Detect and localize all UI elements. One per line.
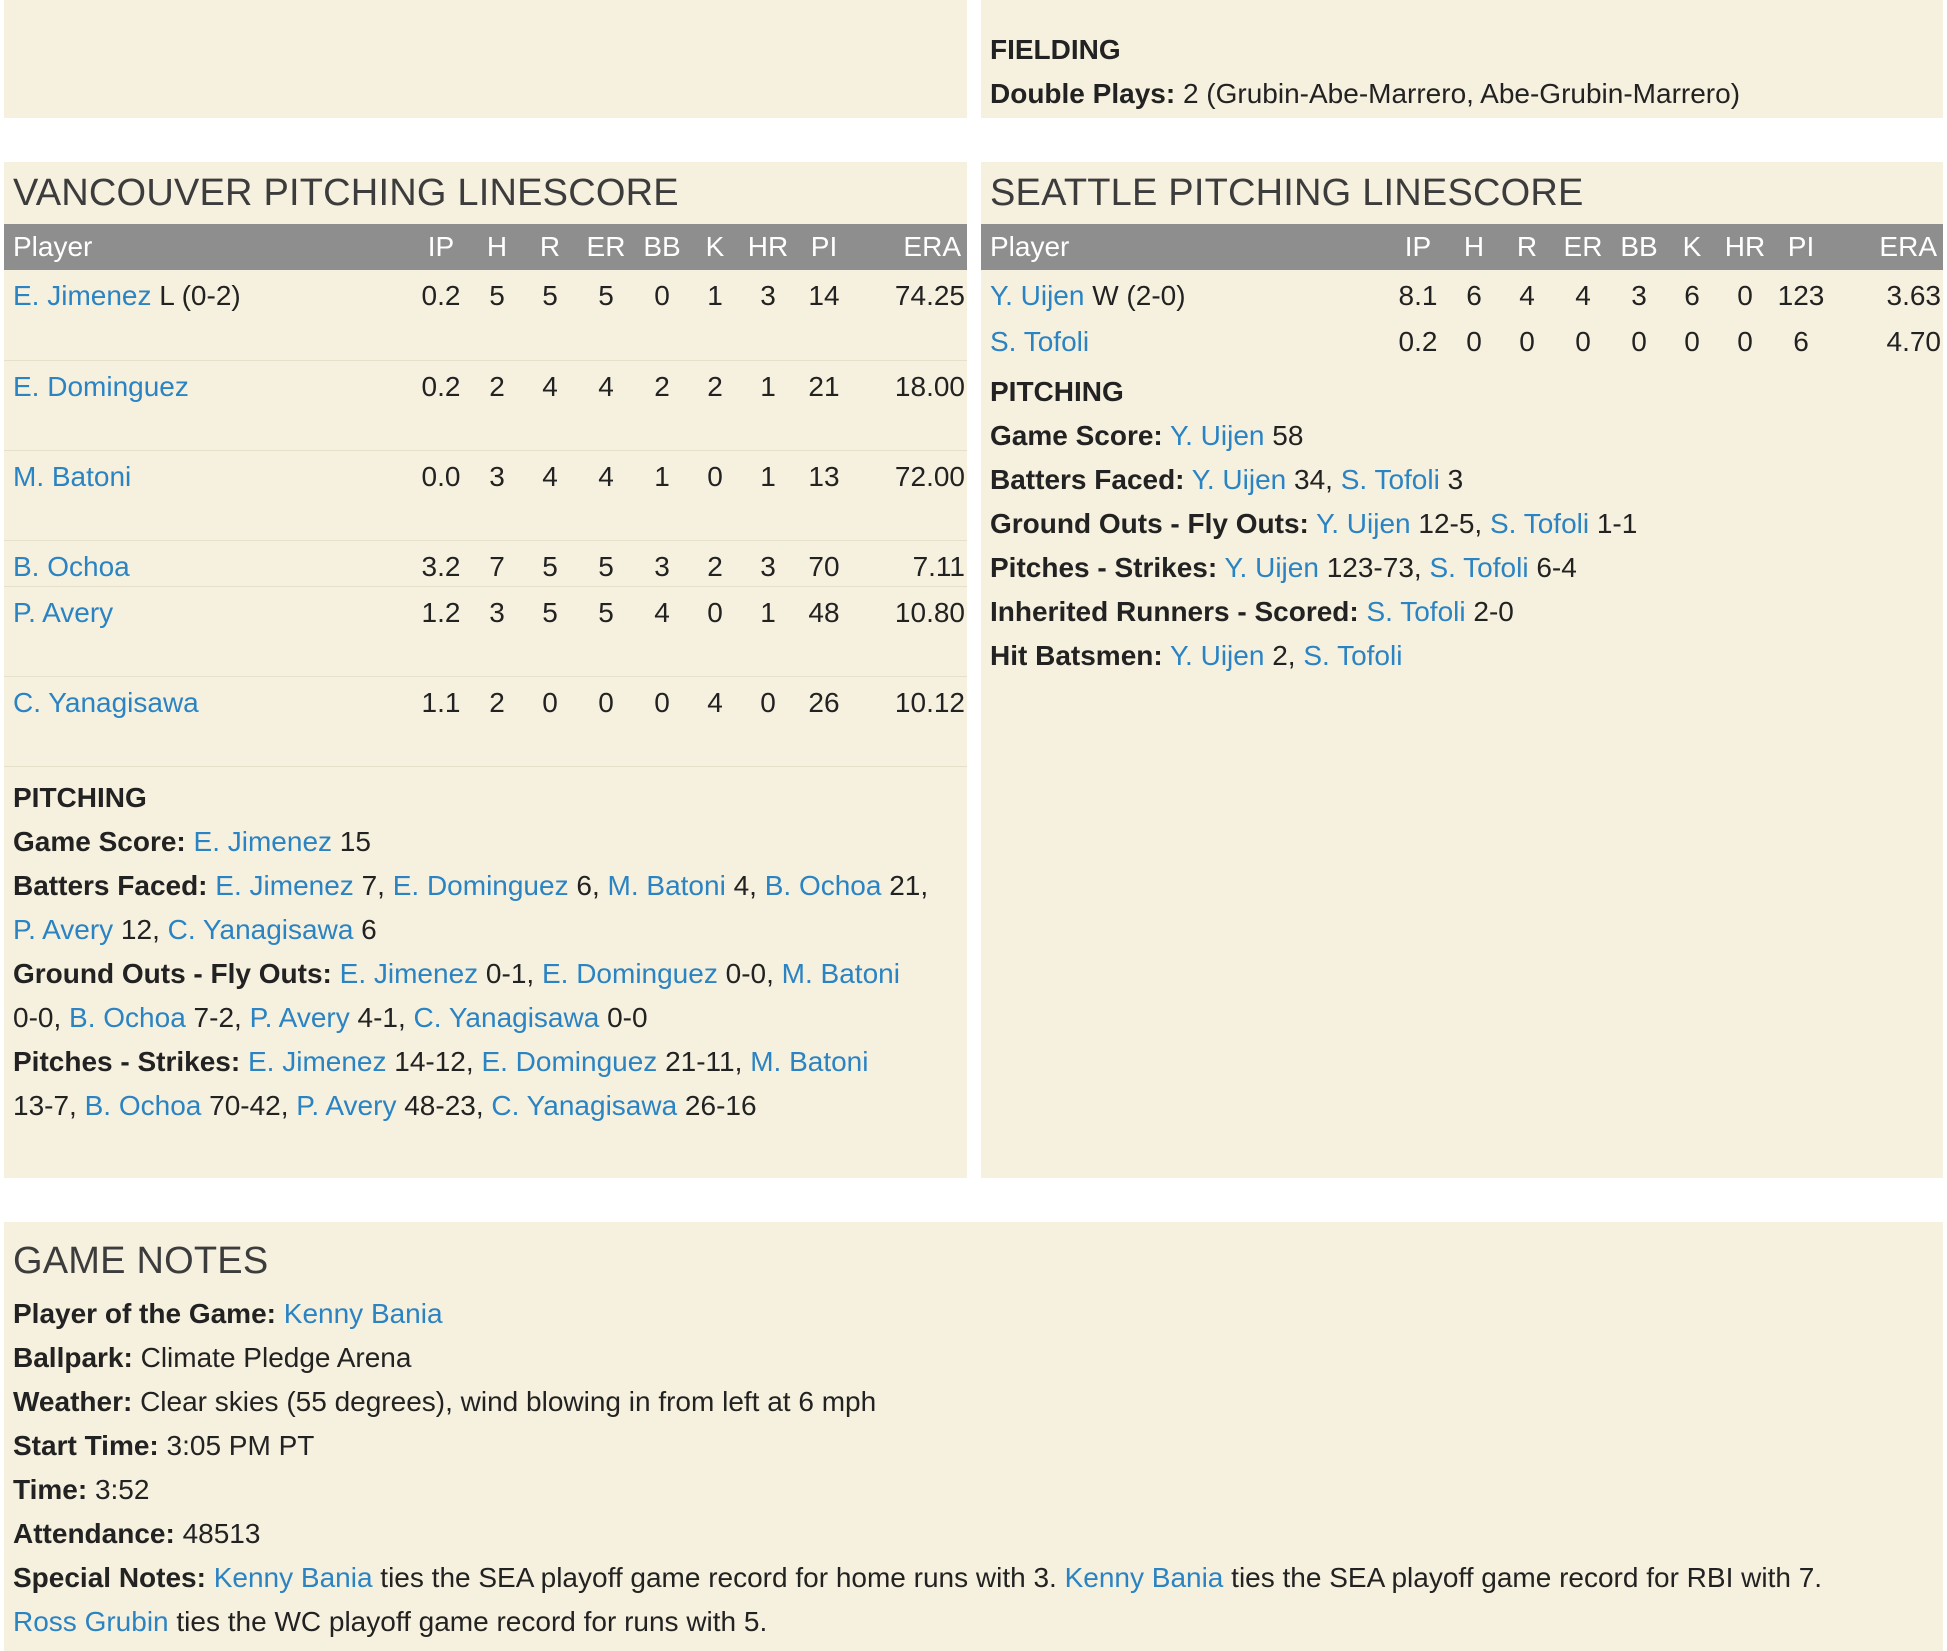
player-link[interactable]: M. Batoni (13, 460, 132, 492)
stat-cell-h: 3 (489, 596, 505, 628)
stat-cell-k: 1 (707, 280, 723, 311)
player-cell (981, 270, 1387, 316)
stat-cell-bb: 3 (1631, 280, 1647, 311)
stat-value: 7-2, (185, 1002, 242, 1033)
stat-cell-era: 4.70 (1886, 326, 1941, 357)
pitches-strikes-line (13, 1040, 958, 1084)
stat-cell-r: 4 (542, 370, 558, 402)
hit-batsmen-line (990, 634, 1935, 678)
stat-cell-h: 3 (489, 460, 505, 492)
table-row (4, 360, 967, 450)
hit-batsmen-label: Hit Batsmen: (990, 640, 1163, 671)
ballpark-value: Climate Pledge Arena (132, 1342, 412, 1373)
table-header-row (4, 224, 967, 270)
col-header-er[interactable]: ER (1563, 231, 1603, 262)
batters-faced-label: Batters Faced: (990, 464, 1185, 495)
player-link[interactable]: Kenny Bania (213, 1562, 373, 1593)
stat-cell-bb: 2 (654, 370, 670, 402)
player-cell (4, 540, 410, 586)
player-link[interactable]: E. Dominguez (541, 958, 718, 989)
game-score-value: 15 (332, 826, 371, 857)
stat-cell-h: 2 (489, 686, 505, 718)
seattle-pitching-panel (981, 162, 1943, 1178)
player-link[interactable]: Y. Uijen (1169, 640, 1265, 671)
player-link[interactable]: Y. Uijen (1224, 552, 1319, 583)
player-link[interactable]: Ross Grubin (13, 1606, 169, 1637)
player-link[interactable]: Y. Uijen (1316, 508, 1411, 539)
stat-cell-r: 4 (1519, 280, 1535, 311)
player-link[interactable]: E. Dominguez (392, 870, 569, 901)
stat-value: 7, (353, 870, 385, 901)
decision: L (0-2) (151, 280, 241, 311)
pitches-strikes-label: Pitches - Strikes: (13, 1046, 241, 1077)
stat-cell-bb: 0 (654, 686, 670, 718)
stat-cell-ip: 8.1 (1398, 280, 1438, 311)
batters-faced-line (990, 458, 1935, 502)
player-link[interactable]: B. Ochoa (764, 870, 882, 901)
stat-cell-r: 4 (542, 460, 558, 492)
stat-value: 0-0, (717, 958, 774, 989)
stat-cell-pi: 70 (808, 550, 840, 582)
stat-cell-era: 72.00 (894, 460, 965, 492)
player-link[interactable]: P. Avery (13, 914, 114, 945)
stat-cell-era: 74.25 (894, 280, 965, 311)
stat-cell-ip: 1.2 (421, 596, 461, 628)
seattle-pitching-notes (990, 370, 1935, 678)
game-score-line (990, 414, 1935, 458)
col-header-r[interactable]: R (1516, 231, 1538, 262)
batters-faced-line-2 (13, 908, 958, 952)
player-cell (981, 316, 1387, 362)
col-header-h[interactable]: H (486, 231, 508, 262)
game-score-value: 58 (1264, 420, 1304, 451)
player-cell (4, 450, 410, 540)
game-score-label: Game Score: (990, 420, 1163, 451)
stat-cell-ip: 0.2 (421, 370, 461, 402)
weather-value: Clear skies (55 degrees), wind blowing in from left at 6 mph (132, 1386, 877, 1417)
stat-cell-ip: 0.0 (421, 460, 461, 492)
stat-cell-k: 4 (707, 686, 723, 718)
go-fo-line (990, 502, 1935, 546)
start-time-value: 3:05 PM PT (158, 1430, 315, 1461)
stat-cell-pi: 26 (808, 686, 840, 718)
start-time-label: Start Time: (13, 1430, 159, 1461)
col-header-era[interactable]: ERA (903, 231, 961, 262)
player-link[interactable]: Kenny Bania (1064, 1562, 1224, 1593)
table-row (4, 540, 967, 586)
double-plays-line (990, 72, 1935, 116)
player-link[interactable]: M. Batoni (607, 870, 726, 901)
pitches-strikes-line (990, 546, 1935, 590)
attendance-label: Attendance: (13, 1518, 175, 1549)
player-link[interactable]: Y. Uijen (1191, 464, 1287, 495)
player-link[interactable]: C. Yanagisawa (491, 1090, 678, 1121)
stat-value: 2, (1264, 640, 1296, 671)
special-notes-line (13, 1556, 1943, 1600)
stat-value: 6, (568, 870, 600, 901)
stat-value: 21, (881, 870, 929, 901)
stat-cell-bb: 1 (654, 460, 670, 492)
game-notes-panel (4, 1222, 1943, 1651)
special-notes-label: Special Notes: (13, 1562, 206, 1593)
player-link[interactable]: M. Batoni (750, 1046, 869, 1077)
player-link[interactable]: S. Tofoli (1340, 464, 1440, 495)
stat-cell-bb: 0 (1631, 326, 1647, 357)
player-link[interactable]: E. Jimenez (339, 958, 479, 989)
player-link[interactable]: Kenny Bania (283, 1298, 443, 1329)
col-header-hr[interactable]: HR (747, 231, 789, 262)
ballpark-line (13, 1336, 1943, 1380)
col-header-bb[interactable]: BB (643, 231, 681, 262)
stat-cell-h: 2 (489, 370, 505, 402)
player-link[interactable]: Y. Uijen (1170, 420, 1265, 451)
col-header-hr[interactable]: HR (1724, 231, 1766, 262)
stat-value: 13-7, (13, 1090, 77, 1121)
vancouver-linescore-table (4, 224, 967, 767)
stat-cell-hr: 0 (760, 686, 776, 718)
stat-cell-era: 10.12 (894, 686, 965, 718)
player-cell (4, 586, 410, 676)
table-row (981, 270, 1943, 316)
stat-value: 12, (113, 914, 160, 945)
player-link[interactable]: S. Tofoli (990, 326, 1090, 357)
stat-cell-ip: 3.2 (421, 550, 461, 582)
player-cell (4, 676, 410, 766)
player-link[interactable]: B. Ochoa (13, 550, 130, 582)
player-link[interactable]: P. Avery (296, 1090, 397, 1121)
stat-cell-k: 0 (1684, 326, 1700, 357)
time-line (13, 1468, 1943, 1512)
player-link[interactable]: C. Yanagisawa (13, 686, 199, 718)
start-time-line (13, 1424, 1943, 1468)
player-link[interactable]: B. Ochoa (84, 1090, 202, 1121)
time-label: Time: (13, 1474, 88, 1505)
game-notes-title: GAME NOTES (13, 1240, 269, 1282)
stat-cell-k: 2 (707, 550, 723, 582)
stat-value: 48-23, (396, 1090, 484, 1121)
player-link[interactable]: P. Avery (249, 1002, 350, 1033)
game-score-label: Game Score: (13, 826, 186, 857)
game-score-line (13, 820, 958, 864)
col-header-r[interactable]: R (539, 231, 561, 262)
stat-value: 0-1, (478, 958, 535, 989)
col-header-era[interactable]: ERA (1879, 231, 1937, 262)
stat-cell-r: 5 (542, 550, 558, 582)
stat-cell-k: 0 (707, 596, 723, 628)
stat-cell-er: 0 (598, 686, 614, 718)
attendance-line (13, 1512, 1943, 1556)
weather-line (13, 1380, 1943, 1424)
stat-cell-era: 7.11 (912, 550, 965, 582)
stat-cell-ip: 1.1 (421, 686, 461, 718)
player-link[interactable]: M. Batoni (781, 958, 900, 989)
stat-cell-hr: 1 (760, 596, 776, 628)
stat-value: 14-12, (386, 1046, 474, 1077)
pitches-strikes-label: Pitches - Strikes: (990, 552, 1218, 583)
ballpark-label: Ballpark: (13, 1342, 133, 1373)
vancouver-pitching-panel (4, 162, 967, 1178)
stat-cell-bb: 0 (654, 280, 670, 311)
stat-value: 6-4 (1528, 552, 1577, 583)
vancouver-pitching-notes (13, 776, 958, 1128)
player-of-game-line (13, 1292, 1943, 1336)
col-header-pi[interactable]: PI (1787, 231, 1815, 262)
stat-cell-pi: 21 (808, 370, 840, 402)
col-header-ip[interactable]: IP (1404, 231, 1432, 262)
go-fo-line (13, 952, 958, 996)
stat-cell-pi: 14 (808, 280, 840, 311)
special-notes-text: ties the SEA playoff game record for home runs with 3. (372, 1562, 1065, 1593)
stat-value: 4-1, (349, 1002, 406, 1033)
fielding-title: FIELDING (990, 34, 1121, 65)
table-row (981, 316, 1943, 362)
table-row (4, 586, 967, 676)
player-link[interactable]: E. Dominguez (481, 1046, 658, 1077)
table-row (4, 450, 967, 540)
special-notes-text: ties the WC playoff game record for runs with 5. (168, 1606, 768, 1637)
stat-value: 0-0 (599, 1002, 648, 1033)
stat-cell-h: 6 (1466, 280, 1482, 311)
attendance-value: 48513 (174, 1518, 261, 1549)
time-value: 3:52 (87, 1474, 150, 1505)
stat-value: 6 (353, 914, 377, 945)
stat-value: 12-5, (1410, 508, 1483, 539)
stat-cell-bb: 3 (654, 550, 670, 582)
vancouver-title: VANCOUVER PITCHING LINESCORE (13, 172, 679, 214)
stat-value: 3 (1439, 464, 1464, 495)
seattle-linescore-table (981, 224, 1943, 362)
stat-cell-pi: 123 (1777, 280, 1825, 311)
col-header-k[interactable]: K (705, 231, 725, 262)
top-left-panel (4, 0, 967, 118)
player-of-game-label: Player of the Game: (13, 1298, 276, 1329)
stat-cell-hr: 1 (760, 460, 776, 492)
stat-cell-hr: 0 (1737, 280, 1753, 311)
stat-cell-hr: 0 (1737, 326, 1753, 357)
player-link[interactable]: S. Tofoli (1303, 640, 1403, 671)
player-cell (4, 360, 410, 450)
double-plays-label: Double Plays: (990, 78, 1176, 109)
go-fo-label: Ground Outs - Fly Outs: (13, 958, 332, 989)
stat-cell-bb: 4 (654, 596, 670, 628)
player-link[interactable]: Y. Uijen (990, 280, 1085, 311)
go-fo-label: Ground Outs - Fly Outs: (990, 508, 1309, 539)
stat-cell-er: 0 (1575, 326, 1591, 357)
stat-value: 0-0, (13, 1002, 62, 1033)
stat-value: 1-1 (1589, 508, 1638, 539)
stat-cell-k: 2 (707, 370, 723, 402)
col-header-ip[interactable]: IP (427, 231, 455, 262)
stat-cell-er: 5 (598, 280, 614, 311)
stat-value: 34, (1286, 464, 1333, 495)
col-header-er[interactable]: ER (586, 231, 626, 262)
table-header-row (981, 224, 1943, 270)
stat-value: 2-0 (1465, 596, 1514, 627)
stat-cell-er: 4 (1575, 280, 1591, 311)
stat-cell-h: 0 (1466, 326, 1482, 357)
batters-faced-label: Batters Faced: (13, 870, 208, 901)
player-link[interactable]: S. Tofoli (1489, 508, 1590, 539)
stat-cell-er: 5 (598, 596, 614, 628)
special-notes-text: ties the SEA playoff game record for RBI with 7. (1223, 1562, 1823, 1593)
player-link[interactable]: P. Avery (13, 596, 114, 628)
player-link[interactable]: C. Yanagisawa (167, 914, 354, 945)
table-row (4, 270, 967, 360)
player-link[interactable]: E. Dominguez (13, 370, 189, 402)
stat-cell-er: 4 (598, 370, 614, 402)
player-link[interactable]: C. Yanagisawa (413, 1002, 600, 1033)
stat-cell-ip: 0.2 (1398, 326, 1438, 357)
player-link[interactable]: S. Tofoli (1366, 596, 1466, 627)
stat-cell-era: 3.63 (1886, 280, 1941, 311)
stat-value: 70-42, (201, 1090, 289, 1121)
stat-cell-pi: 13 (808, 460, 840, 492)
pitching-title: PITCHING (990, 376, 1124, 407)
stat-value: 123-73, (1318, 552, 1422, 583)
col-header-pi[interactable]: PI (810, 231, 838, 262)
col-header-bb[interactable]: BB (1620, 231, 1658, 262)
stat-value: 4, (725, 870, 757, 901)
special-notes-line-2 (13, 1600, 1943, 1644)
stat-cell-r: 5 (542, 280, 558, 311)
player-link[interactable]: E. Jimenez (215, 870, 354, 901)
inherited-runners-line (990, 590, 1935, 634)
stat-cell-er: 5 (598, 550, 614, 582)
stat-cell-era: 18.00 (894, 370, 965, 402)
decision: W (2-0) (1084, 280, 1186, 311)
stat-cell-r: 0 (1519, 326, 1535, 357)
stat-cell-hr: 3 (760, 550, 776, 582)
stat-cell-pi: 6 (1793, 326, 1809, 357)
go-fo-line-2 (13, 996, 958, 1040)
stat-value: 21-11, (657, 1046, 743, 1077)
player-link[interactable]: S. Tofoli (1429, 552, 1529, 583)
stat-cell-r: 5 (542, 596, 558, 628)
player-cell (4, 270, 410, 360)
inherited-runners-label: Inherited Runners - Scored: (990, 596, 1359, 627)
stat-cell-h: 5 (489, 280, 505, 311)
weather-label: Weather: (13, 1386, 133, 1417)
col-header-k[interactable]: K (1682, 231, 1702, 262)
player-link[interactable]: B. Ochoa (69, 1002, 186, 1033)
table-row (4, 676, 967, 766)
stat-cell-era: 10.80 (894, 596, 965, 628)
col-header-player[interactable]: Player (990, 231, 1070, 262)
seattle-title: SEATTLE PITCHING LINESCORE (990, 172, 1584, 214)
stat-cell-hr: 1 (760, 370, 776, 402)
col-header-h[interactable]: H (1463, 231, 1485, 262)
stat-cell-r: 0 (542, 686, 558, 718)
stat-cell-h: 7 (489, 550, 505, 582)
double-plays-value: 2 (Grubin-Abe-Marrero, Abe-Grubin-Marrero) (1175, 78, 1741, 109)
pitches-strikes-line-2 (13, 1084, 958, 1128)
stat-cell-k: 6 (1684, 280, 1700, 311)
stat-cell-k: 0 (707, 460, 723, 492)
stat-value: 26-16 (677, 1090, 757, 1121)
col-header-player[interactable]: Player (13, 231, 93, 262)
batters-faced-line (13, 864, 958, 908)
stat-cell-hr: 3 (760, 280, 776, 311)
player-link[interactable]: E. Jimenez (193, 826, 333, 857)
player-link[interactable]: E. Jimenez (247, 1046, 387, 1077)
stat-cell-er: 4 (598, 460, 614, 492)
stat-cell-pi: 48 (808, 596, 840, 628)
player-link[interactable]: E. Jimenez (13, 280, 152, 311)
fielding-panel (981, 0, 1943, 118)
pitching-title: PITCHING (13, 782, 147, 813)
stat-cell-ip: 0.2 (421, 280, 461, 311)
